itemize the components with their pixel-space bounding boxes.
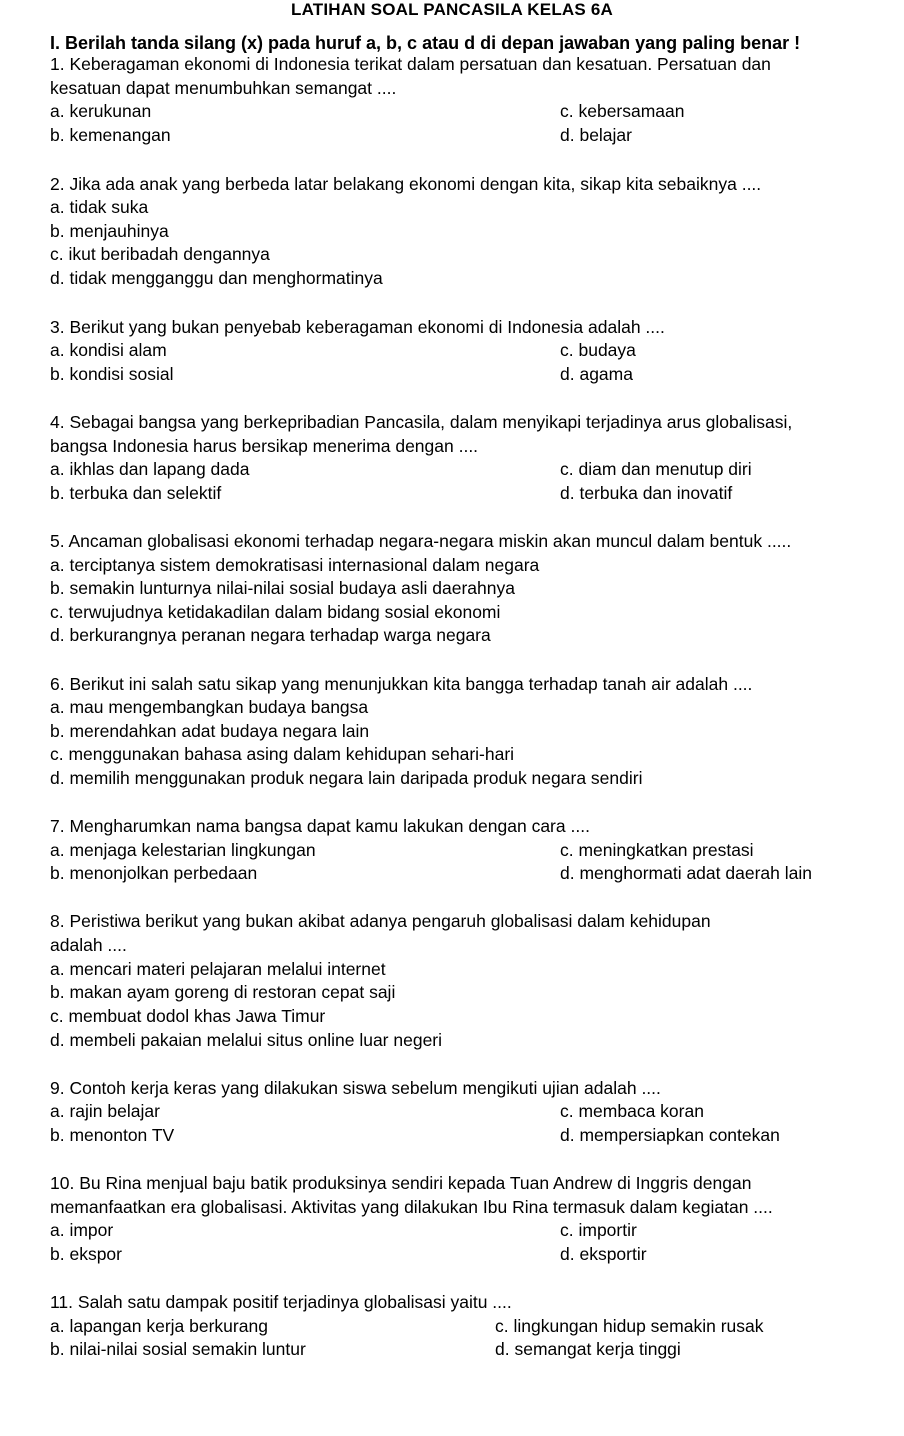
question-10-line-1: 10. Bu Rina menjual baju batik produksinya sendiri kepada Tuan Andrew di Inggris dengan [50, 1173, 752, 1193]
option-5d: d. berkurangnya peranan negara terhadap warga negara [50, 625, 491, 645]
option-6a: a. mau mengembangkan budaya bangsa [50, 697, 369, 717]
option-7c: c. meningkatkan prestasi [560, 840, 754, 860]
question-4-line-2: bangsa Indonesia harus bersikap menerima dengan .... [50, 436, 479, 456]
question-10-line-2: memanfaatkan era globalisasi. Aktivitas yang dilakukan Ibu Rina termasuk dalam kegiatan .... [50, 1197, 773, 1217]
option-3c: c. budaya [560, 340, 636, 360]
option-9d: d. mempersiapkan contekan [560, 1125, 780, 1145]
option-3d: d. agama [560, 364, 633, 384]
option-5b: b. semakin lunturnya nilai-nilai sosial budaya asli daerahnya [50, 578, 515, 598]
option-8b: b. makan ayam goreng di restoran cepat saji [50, 982, 396, 1002]
option-3a: a. kondisi alam [50, 340, 167, 360]
page-title: LATIHAN SOAL PANCASILA KELAS 6A [291, 0, 613, 19]
option-2b: b. menjauhinya [50, 221, 169, 241]
question-1-line-2: kesatuan dapat menumbuhkan semangat .... [50, 78, 397, 98]
option-1c: c. kebersamaan [560, 101, 685, 121]
option-1d: d. belajar [560, 125, 632, 145]
option-9c: c. membaca koran [560, 1101, 704, 1121]
option-7b: b. menonjolkan perbedaan [50, 863, 258, 883]
question-1-line-1: 1. Keberagaman ekonomi di Indonesia terikat dalam persatuan dan kesatuan. Persatuan dan [50, 54, 771, 74]
option-11c: c. lingkungan hidup semakin rusak [495, 1316, 764, 1336]
option-4b: b. terbuka dan selektif [50, 483, 222, 503]
option-11a: a. lapangan kerja berkurang [50, 1316, 268, 1336]
option-4c: c. diam dan menutup diri [560, 459, 752, 479]
question-9-line-1: 9. Contoh kerja keras yang dilakukan siswa sebelum mengikuti ujian adalah .... [50, 1078, 661, 1098]
option-1a: a. kerukunan [50, 101, 152, 121]
option-2d: d. tidak mengganggu dan menghormatinya [50, 268, 383, 288]
option-6c: c. menggunakan bahasa asing dalam kehidupan sehari-hari [50, 744, 515, 764]
question-7-line-1: 7. Mengharumkan nama bangsa dapat kamu lakukan dengan cara .... [50, 816, 590, 836]
question-11-line-1: 11. Salah satu dampak positif terjadinya globalisasi yaitu .... [50, 1292, 512, 1312]
option-5a: a. terciptanya sistem demokratisasi internasional dalam negara [50, 555, 540, 575]
question-8-line-2: adalah .... [50, 935, 127, 955]
option-7d: d. menghormati adat daerah lain [560, 863, 812, 883]
option-10c: c. importir [560, 1220, 637, 1240]
option-7a: a. menjaga kelestarian lingkungan [50, 840, 316, 860]
option-11b: b. nilai-nilai sosial semakin luntur [50, 1339, 306, 1359]
option-8d: d. membeli pakaian melalui situs online luar negeri [50, 1030, 443, 1050]
instruction: I. Berilah tanda silang (x) pada huruf a, b, c atau d di depan jawaban yang paling benar ! [50, 33, 801, 53]
question-2-line-1: 2. Jika ada anak yang berbeda latar belakang ekonomi dengan kita, sikap kita sebaiknya .... [50, 174, 762, 194]
option-3b: b. kondisi sosial [50, 364, 174, 384]
question-4-line-1: 4. Sebagai bangsa yang berkepribadian Pancasila, dalam menyikapi terjadinya arus globalisasi, [50, 412, 793, 432]
option-6d: d. memilih menggunakan produk negara lain daripada produk negara sendiri [50, 768, 643, 788]
option-6b: b. merendahkan adat budaya negara lain [50, 721, 370, 741]
option-9b: b. menonton TV [50, 1125, 175, 1145]
question-3-line-1: 3. Berikut yang bukan penyebab keberagaman ekonomi di Indonesia adalah .... [50, 317, 665, 337]
option-4d: d. terbuka dan inovatif [560, 483, 733, 503]
option-5c: c. terwujudnya ketidakadilan dalam bidang sosial ekonomi [50, 602, 501, 622]
question-6-line-1: 6. Berikut ini salah satu sikap yang menunjukkan kita bangga terhadap tanah air adalah .... [50, 674, 753, 694]
option-2a: a. tidak suka [50, 197, 149, 217]
question-8-line-1: 8. Peristiwa berikut yang bukan akibat adanya pengaruh globalisasi dalam kehidupan [50, 911, 711, 931]
option-11d: d. semangat kerja tinggi [495, 1339, 681, 1359]
option-10a: a. impor [50, 1220, 114, 1240]
option-8a: a. mencari materi pelajaran melalui internet [50, 959, 386, 979]
option-9a: a. rajin belajar [50, 1101, 160, 1121]
option-2c: c. ikut beribadah dengannya [50, 244, 270, 264]
option-10b: b. ekspor [50, 1244, 122, 1264]
option-8c: c. membuat dodol khas Jawa Timur [50, 1006, 326, 1026]
question-5-line-1: 5. Ancaman globalisasi ekonomi terhadap negara-negara miskin akan muncul dalam bentuk ..... [50, 531, 792, 551]
option-4a: a. ikhlas dan lapang dada [50, 459, 250, 479]
option-10d: d. eksportir [560, 1244, 647, 1264]
option-1b: b. kemenangan [50, 125, 171, 145]
